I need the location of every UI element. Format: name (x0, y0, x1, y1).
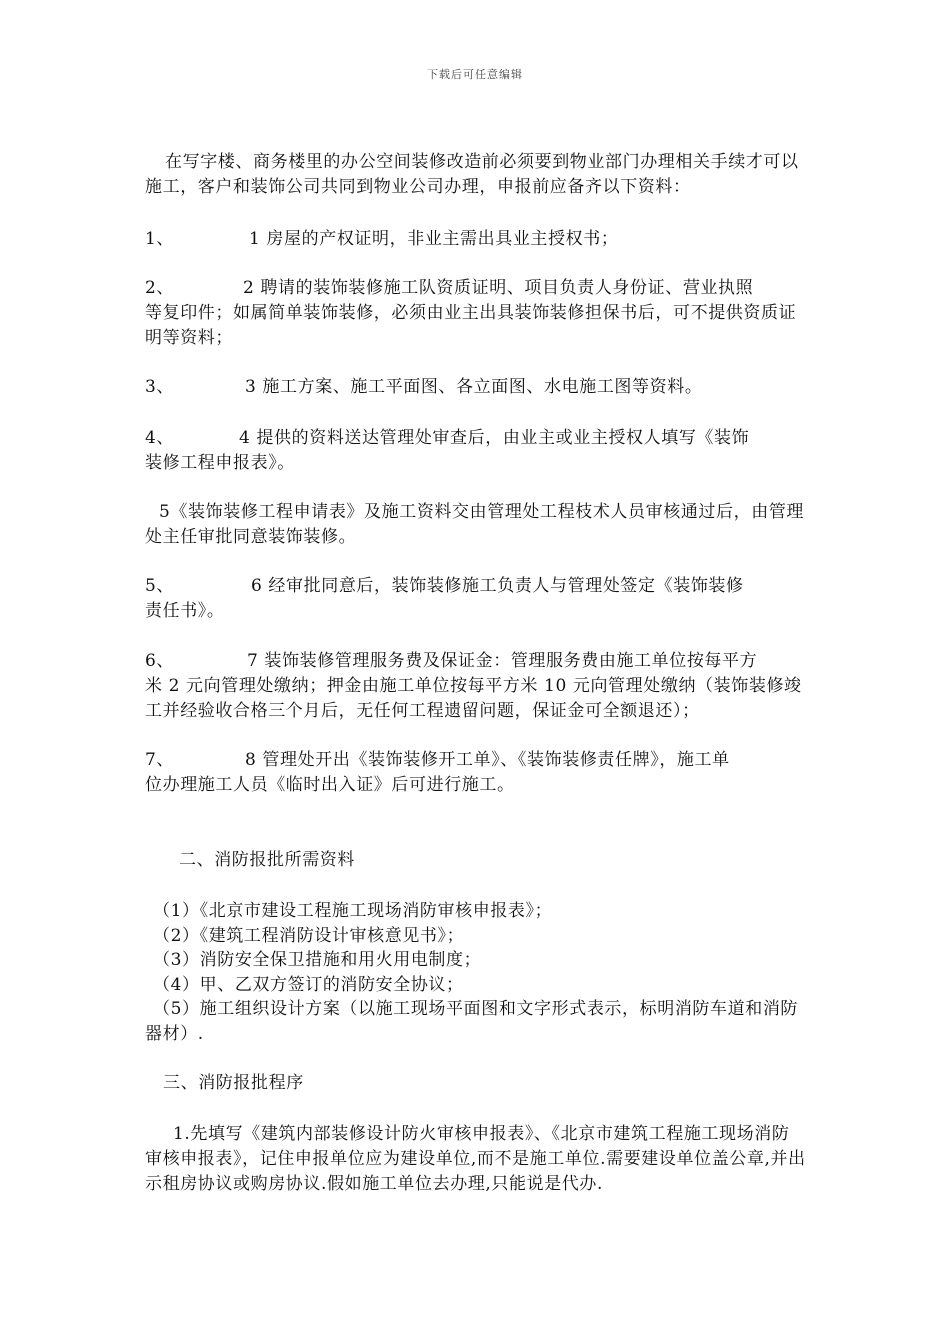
item-text: 3 施工方案、施工平面图、各立面图、水电施工图等资料。 (245, 377, 703, 397)
item-continuation: 装修工程申报表》。 (145, 453, 295, 473)
item-continuation: 等复印件；如属简单装饰装修，必须由业主出具装饰装修担保书后，可不提供资质证明等资料； (145, 303, 797, 348)
item-number: 5、 (145, 576, 175, 596)
list-item: （1）《北京市建设工程施工现场消防审核申报表》； (153, 901, 553, 921)
list-item (145, 649, 807, 724)
list-item (145, 375, 807, 400)
list-item (145, 276, 807, 351)
item-continuation: 责任书》。 (145, 601, 225, 621)
item-continuation: 米 2 元向管理处缴纳；押金由施工单位按每平方米 10 元向管理处缴纳（装饰装修竣工并经验收合格三个月后，无任何工程遗留问题，保证金可全额退还）； (145, 676, 802, 721)
intro-text: 在写字楼、商务楼里的办公空间装修改造前必须要到物业部门办理相关手续才可以施工，客户和装饰公司共同到物业公司办理，申报前应备齐以下资料： (145, 152, 799, 197)
item-number: 6、 (145, 651, 175, 671)
section3-heading: 三、消防报批程序 (163, 1073, 304, 1093)
item-text: 2 聘请的装饰装修施工队资质证明、项目负责人身份证、营业执照 (243, 278, 754, 298)
list-item: （3）消防安全保卫措施和用火用电制度； (153, 950, 482, 970)
item-text: 8 管理处开出《装饰装修开工单》、《装饰装修责任牌》，施工单 (245, 750, 730, 770)
item-number: 1、 (145, 229, 175, 249)
list-item: （5）施工组织设计方案（以施工现场平面图和文字形式表示，标明消防车道和消防器材）. (145, 999, 799, 1044)
item-number: 2、 (145, 278, 175, 298)
list-item: （2）《建筑工程消防设计审核意见书》； (153, 925, 465, 946)
section-heading (145, 1071, 807, 1096)
header-note: 下载后可任意编辑 (427, 68, 523, 81)
list-item (145, 426, 807, 476)
list-item: （4）甲、乙双方签订的消防安全协议； (153, 974, 464, 995)
intro-paragraph (145, 150, 807, 200)
item-text: 7 装饰装修管理服务费及保证金：管理服务费由施工单位按每平方 (247, 651, 758, 671)
list-item (145, 748, 807, 798)
section2-heading: 二、消防报批所需资料 (179, 850, 355, 870)
list-item (145, 500, 807, 550)
item-continuation: 位办理施工人员《临时出入证》后可进行施工。 (145, 775, 515, 795)
section2-list (145, 899, 807, 1046)
item-text: 1 房屋的产权证明，非业主需出具业主授权书； (249, 229, 619, 249)
section-heading (145, 848, 807, 873)
item-number: 7、 (145, 750, 175, 770)
item-text: 5《装饰装修工程申请表》及施工资料交由管理处工程枝术人员审核通过后，由管理处主任审批同意装饰装修。 (145, 502, 805, 547)
list-item (145, 574, 807, 624)
list-item (145, 227, 807, 252)
item-number: 4、 (145, 428, 175, 448)
section3-paragraph (145, 1122, 807, 1197)
section3-text: 1.先填写《建筑内部装修设计防火审核申报表》、《北京市建筑工程施工现场消防审核申报表》，记住申报单位应为建设单位,而不是施工单位.需要建设单位盖公章,并出示租房协议或购房协议.假如施工单位去办理,只能说是代办. (145, 1124, 806, 1194)
item-text: 6 经审批同意后，装饰装修施工负责人与管理处签定《装饰装修 (251, 576, 744, 596)
item-number: 3、 (145, 377, 175, 397)
item-text: 4 提供的资料送达管理处审查后，由业主或业主授权人填写《装饰 (239, 428, 750, 448)
